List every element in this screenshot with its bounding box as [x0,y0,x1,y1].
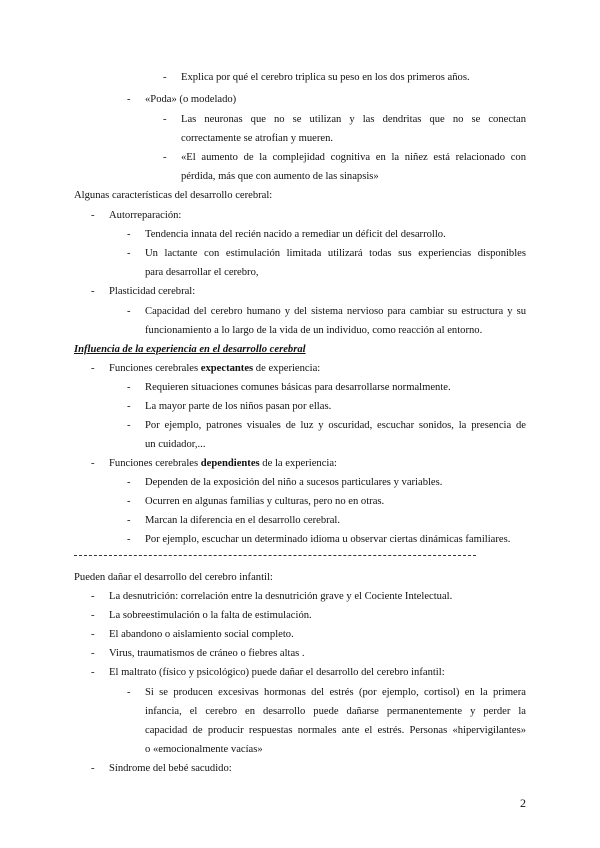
list-item-text: Un lactante con estimulación limitada utilizará todas sus experiencias disponibles [145,248,526,259]
list-item-text: un cuidador,... [145,439,206,450]
list-item-text: La desnutrición: correlación entre la desnutrición grave y el Cociente Intelectual. [109,591,453,602]
bullet-dash: - [127,534,131,545]
list-item-text: «El aumento de la complejidad cognitiva en la niñez está relacionado con [181,152,526,163]
bullet-dash: - [91,210,95,221]
bullet-dash: - [91,629,95,640]
bullet-dash: - [91,610,95,621]
bold-term: expectantes [200,363,254,374]
list-item-text: Las neuronas que no se utilizan y las dendritas que no se conectan [181,114,526,125]
paragraph-text: Algunas características del desarrollo cerebral: [74,190,273,201]
bullet-dash: - [91,591,95,602]
bullet-dash: - [163,114,167,125]
list-item-text: funcionamiento a lo largo de la vida de un individuo, como reacción al entorno. [145,325,483,336]
bullet-dash: - [163,152,167,163]
list-item-text: Virus, traumatismos de cráneo o fiebres altas . [109,648,305,659]
bullet-dash: - [91,648,95,659]
list-item-text: Ocurren en algunas familias y culturas, pero no en otras. [145,496,385,507]
bullet-dash: - [91,763,95,774]
list-item-text: Dependen de la exposición del niño a sucesos particulares y variables. [145,477,443,488]
bullet-dash: - [127,515,131,526]
bullet-dash: - [91,286,95,297]
list-item-text: capacidad de producir respuestas normales ante el estrés. Personas «hipervigilantes» [145,725,526,736]
bullet-dash: - [127,477,131,488]
bullet-dash: - [127,401,131,412]
list-item-text: Si se producen excesivas hormonas del estrés (por ejemplo, cortisol) en la primera [145,687,526,698]
list-item-text: para desarrollar el cerebro, [145,267,259,278]
list-item-text: Plasticidad cerebral: [109,286,196,297]
list-item-text: Explica por qué el cerebro triplica su peso en los dos primeros años. [181,72,470,83]
list-item-text: Por ejemplo, patrones visuales de luz y oscuridad, escuchar sonidos, la presencia de [145,420,526,431]
list-item-text: Capacidad del cerebro humano y del sistema nervioso para cambiar su estructura y su [145,306,526,317]
page-number: 2 [520,796,526,810]
list-item-text: Marcan la diferencia en el desarrollo cerebral. [145,515,340,526]
bullet-dash: - [163,72,167,83]
list-item-text: La sobreestimulación o la falta de estimulación. [109,610,312,621]
bullet-dash: - [127,306,131,317]
list-item-text: La mayor parte de los niños pasan por ellas. [145,401,332,412]
list-item-text: El abandono o aislamiento social completo. [109,629,294,640]
bullet-dash: - [91,363,95,374]
bullet-dash: - [127,94,131,105]
paragraph-text: Pueden dañar el desarrollo del cerebro infantil: [74,572,273,583]
list-item-text: correctamente se atrofian y mueren. [181,133,334,144]
list-item-text: o «emocionalmente vacías» [145,744,263,755]
bullet-dash: - [127,229,131,240]
list-item-text: Autorreparación: [109,210,182,221]
bullet-dash: - [127,496,131,507]
bullet-dash: - [127,420,131,431]
list-item-text: Por ejemplo, escuchar un determinado idioma u observar ciertas dinámicas familiares. [145,534,511,545]
list-item-text: infancia, el cerebro en desarrollo puede dañarse permanentemente y perder la [145,706,526,717]
list-item-text: El maltrato (físico y psicológico) puede dañar el desarrollo del cerebro infantil: [109,667,445,678]
bullet-dash: - [127,687,131,698]
list-item-text: Síndrome del bebé sacudido: [109,763,232,774]
list-item-text: Funciones cerebrales dependientes de la experiencia: [109,458,338,469]
section-heading-text: Influencia de la experiencia en el desarrollo cerebral [74,344,306,355]
bold-term: dependientes [200,458,260,469]
bullet-dash: - [127,382,131,393]
bullet-dash: - [127,248,131,259]
list-item-text: Tendencia innata del recién nacido a remediar un déficit del desarrollo. [145,229,446,240]
bullet-dash: - [91,458,95,469]
list-item-text: Funciones cerebrales expectantes de experiencia: [109,363,321,374]
dashed-separator [74,555,476,556]
bullet-dash: - [91,667,95,678]
list-item-text: «Poda» (o modelado) [145,94,237,105]
list-item-text: pérdida, más que con aumento de las sinapsis» [181,171,379,182]
list-item-text: Requieren situaciones comunes básicas para desarrollarse normalmente. [145,382,451,393]
